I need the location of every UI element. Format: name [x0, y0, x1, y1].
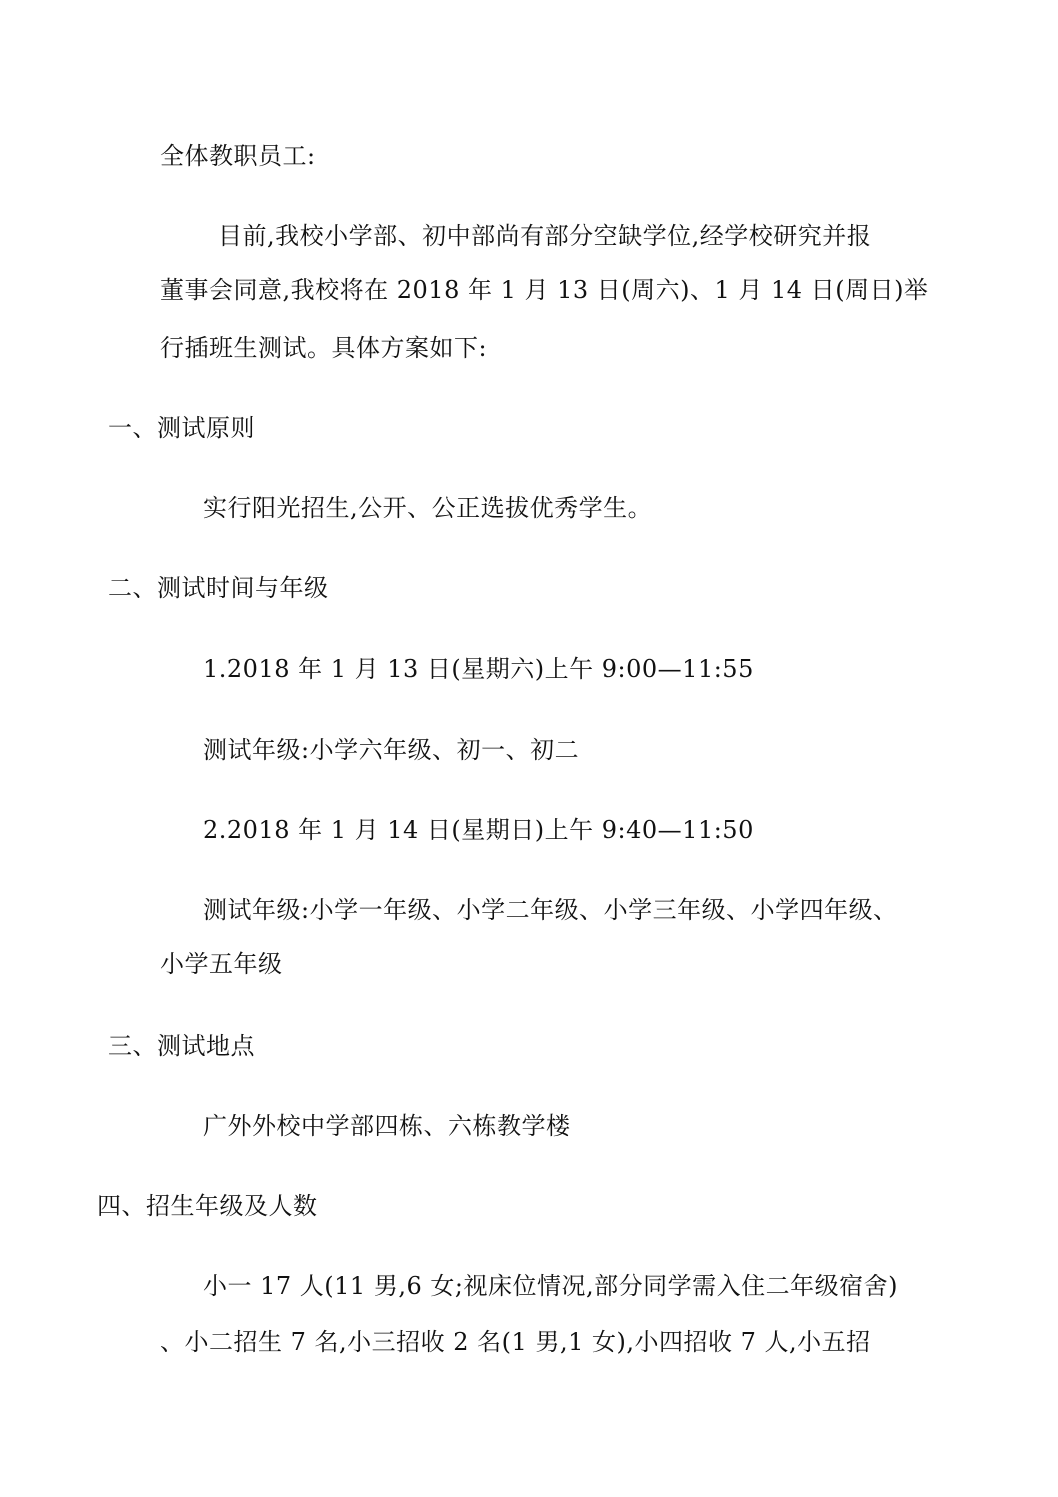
section-2-item-2-grades-line-2: 小学五年级: [160, 950, 283, 978]
section-1-heading: 一、测试原则: [108, 414, 255, 442]
section-2-heading: 二、测试时间与年级: [108, 574, 329, 602]
section-4-body-line-1: 小一 17 人(11 男,6 女;视床位情况,部分同学需入住二年级宿舍): [203, 1272, 898, 1300]
intro-line-2: 董事会同意,我校将在 2018 年 1 月 13 日(周六)、1 月 14 日(周日)举: [160, 276, 929, 304]
section-1-body: 实行阳光招生,公开、公正选拔优秀学生。: [203, 494, 653, 522]
section-2-item-2-time: 2.2018 年 1 月 14 日(星期日)上午 9:40—11:50: [203, 816, 754, 844]
section-2-item-1-grades: 测试年级:小学六年级、初一、初二: [203, 736, 580, 764]
intro-line-1: 目前,我校小学部、初中部尚有部分空缺学位,经学校研究并报: [218, 222, 872, 250]
section-3-heading: 三、测试地点: [108, 1032, 255, 1060]
salutation: 全体教职员工:: [160, 142, 316, 170]
section-2-item-2-grades-line-1: 测试年级:小学一年级、小学二年级、小学三年级、小学四年级、: [203, 896, 898, 924]
section-4-body-line-2: 、小二招生 7 名,小三招收 2 名(1 男,1 女),小四招收 7 人,小五招: [160, 1328, 871, 1356]
section-3-body: 广外外校中学部四栋、六栋教学楼: [203, 1112, 571, 1140]
section-4-heading: 四、招生年级及人数: [97, 1192, 318, 1220]
intro-line-3: 行插班生测试。具体方案如下:: [160, 334, 488, 362]
section-2-item-1-time: 1.2018 年 1 月 13 日(星期六)上午 9:00—11:55: [203, 655, 754, 683]
